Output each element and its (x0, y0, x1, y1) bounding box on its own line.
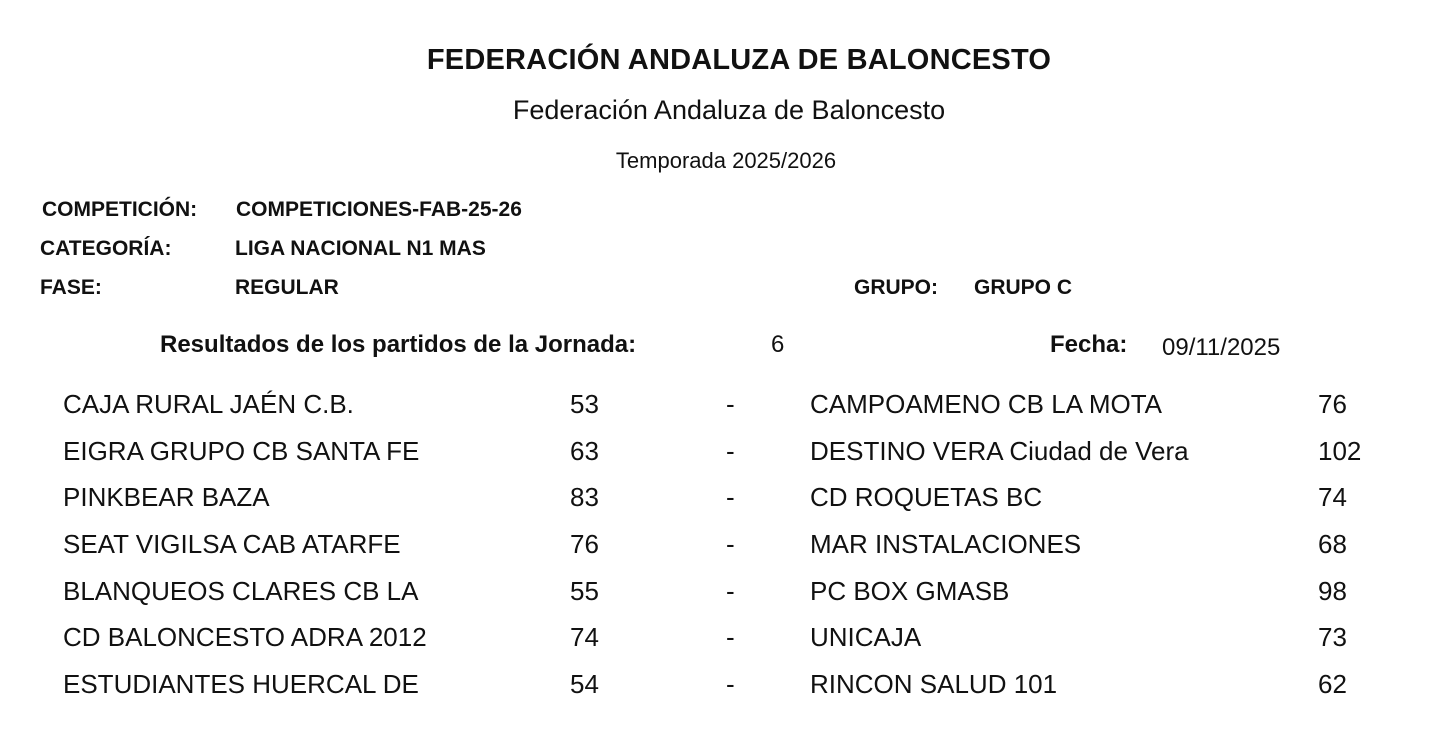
score-separator: - (726, 669, 735, 699)
home-team: EIGRA GRUPO CB SANTA FE (63, 436, 420, 466)
home-score: 54 (570, 669, 599, 699)
page-title: FEDERACIÓN ANDALUZA DE BALONCESTO (426, 44, 1052, 76)
away-team: CD ROQUETAS BC (810, 482, 1043, 512)
fecha-label: Fecha: (1050, 331, 1128, 358)
home-score: 53 (570, 389, 599, 419)
home-score: 55 (570, 576, 599, 606)
grupo-label: GRUPO: (854, 276, 938, 299)
categoria-value: LIGA NACIONAL N1 MAS (235, 237, 486, 260)
home-team: CAJA RURAL JAÉN C.B. (63, 389, 354, 419)
score-separator: - (726, 576, 735, 606)
home-team: BLANQUEOS CLARES CB LA (63, 576, 419, 606)
away-team: MAR INSTALACIONES (810, 529, 1082, 559)
home-score: 76 (570, 529, 599, 559)
home-team: PINKBEAR BAZA (63, 482, 270, 512)
score-separator: - (726, 529, 735, 559)
away-score: 74 (1318, 482, 1347, 512)
away-team: RINCON SALUD 101 (810, 669, 1058, 699)
fase-label: FASE: (40, 276, 102, 299)
away-score: 68 (1318, 529, 1347, 559)
home-score: 74 (570, 622, 599, 652)
home-team: ESTUDIANTES HUERCAL DE (63, 669, 419, 699)
away-score: 76 (1318, 389, 1347, 419)
page-subtitle: Federación Andaluza de Baloncesto (512, 95, 946, 125)
grupo-value: GRUPO C (974, 276, 1073, 299)
jornada-label: Resultados de los partidos de la Jornada: (160, 331, 637, 358)
home-score: 63 (570, 436, 599, 466)
away-score: 102 (1318, 436, 1362, 466)
away-score: 73 (1318, 622, 1347, 652)
categoria-label: CATEGORÍA: (40, 237, 172, 260)
competicion-value: COMPETICIONES-FAB-25-26 (236, 198, 522, 221)
away-team: CAMPOAMENO CB LA MOTA (810, 389, 1163, 419)
jornada-number: 6 (771, 331, 785, 358)
away-team: DESTINO VERA Ciudad de Vera (810, 436, 1189, 466)
away-team: UNICAJA (810, 622, 922, 652)
home-score: 83 (570, 482, 599, 512)
score-separator: - (726, 389, 735, 419)
score-separator: - (726, 436, 735, 466)
score-separator: - (726, 622, 735, 652)
season-label: Temporada 2025/2026 (615, 148, 837, 173)
fecha-value: 09/11/2025 (1162, 334, 1281, 361)
home-team: SEAT VIGILSA CAB ATARFE (63, 529, 401, 559)
away-score: 62 (1318, 669, 1347, 699)
home-team: CD BALONCESTO ADRA 2012 (63, 622, 427, 652)
fase-value: REGULAR (235, 276, 339, 299)
away-team: PC BOX GMASB (810, 576, 1010, 606)
competicion-label: COMPETICIÓN: (42, 198, 198, 221)
away-score: 98 (1318, 576, 1347, 606)
score-separator: - (726, 482, 735, 512)
